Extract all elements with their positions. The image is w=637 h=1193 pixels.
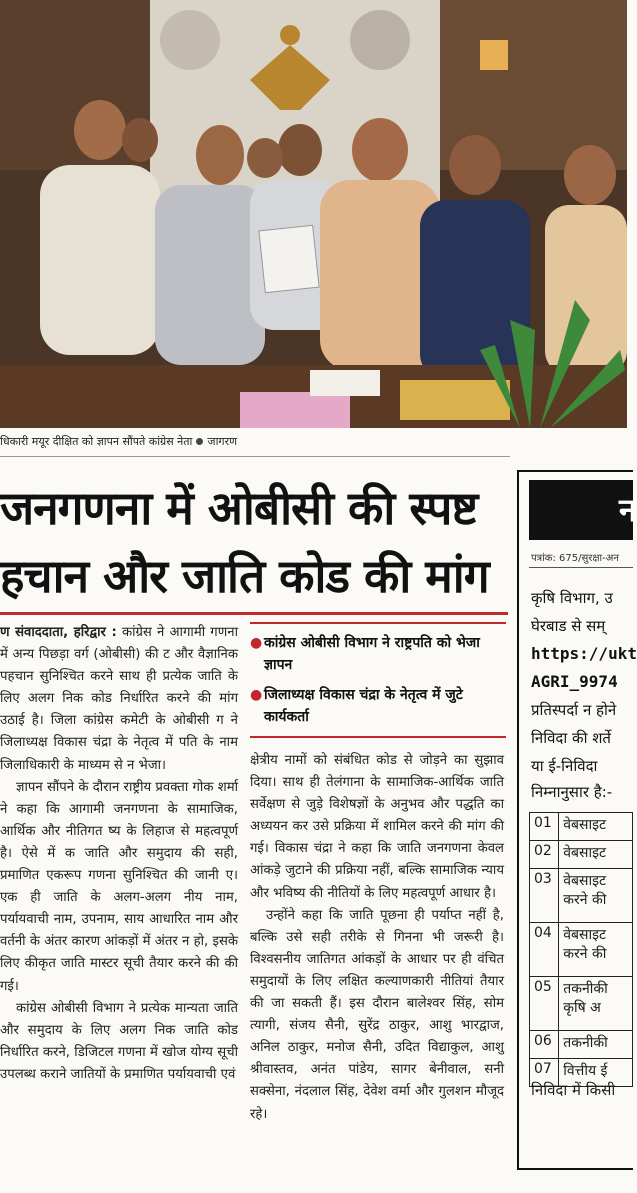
photo-caption xyxy=(0,432,470,452)
table-row xyxy=(530,923,633,977)
paragraph: ज्ञापन सौंपने के दौरान राष्ट्रीय प्रवक्ता गोक शर्मा ने कहा कि आगामी जनगणना के सामाजिक, आर्थिक और नीतिगत ष्य के लिहाज से महत्वपूर्ण है। ऐसे में क जाति और समुदाय की सही, प्रमाणित एकरूप गणना सुनिश्चित की जानी ए। एक ही जाति के अलग-अलग नीय नाम, पर्यायवाची नाम, उपनाम, साय आधारित नाम और वर्तनी के अंतर कारण आंकड़ों में अंतर न हो, इसके लिए कीकृत जाति मास्टर सूची तैयार करने की की गई। xyxy=(0,779,238,994)
tender-table xyxy=(529,812,633,1087)
table-cell: तकनीकी xyxy=(559,1031,633,1059)
highlight-text: जिलाध्यक्ष विकास चंद्रा के नेतृत्व में जुटे कार्यकर्ता xyxy=(264,687,463,725)
headline-underline xyxy=(0,612,508,615)
table-cell: 03 xyxy=(530,869,559,923)
paragraph: क्षेत्रीय नामों को संबंधित कोड से जोड़ने का सुझाव दिया। साथ ही तेलंगाना के सामाजिक-आर्थिक जाति सर्वेक्षण से जुड़े विशेषज्ञों के अनुभव और पद्धति का अध्ययन कर उसे प्रक्रिया में शामिल करने की मांग की गई। विकास चंद्रा ने कहा कि जाति जनगणना केवल आंकड़े जुटाने की प्रक्रिया नहीं, बल्कि सामाजिक न्याय और भविष्य की नीतियों के लिए महत्वपूर्ण आधार है। xyxy=(250,753,504,901)
table-row xyxy=(530,841,633,869)
table-cell xyxy=(559,869,633,923)
news-photo xyxy=(0,0,627,428)
paragraph-text: कांग्रेस ने आगामी गणना में अन्य पिछड़ा वर्ग (ओबीसी) की ट और वैज्ञानिक पहचान सुनिश्चित करने साथ ही प्रत्येक जाति के लिए अलग निक कोड निर्धारित करने की मांग उठाई है। जिला कांग्रेस कमेटी के ओबीसी ग ने जिलाध्यक्ष विकास चंद्रा के नेतृत्व में पति के नाम जिलाधिकारी के माध्यम से न भेजा। xyxy=(0,625,239,773)
paragraph xyxy=(0,622,238,777)
caption-bullet-icon xyxy=(196,438,203,445)
tender-line: निविदा की शर्ते xyxy=(531,729,611,747)
highlight-item xyxy=(250,684,506,728)
cell-text: कृषि अ xyxy=(563,1000,601,1016)
tender-notice xyxy=(517,470,637,1170)
tender-footer: निविदा में किसी xyxy=(531,1081,616,1099)
cell-text: वेबसाइट xyxy=(563,927,607,943)
tender-header-band xyxy=(529,480,633,540)
tender-line: AGRI_9974 xyxy=(531,672,618,691)
table-cell: वित्तीय ई xyxy=(559,1059,633,1087)
cell-text: वेबसाइट xyxy=(563,873,607,889)
table-cell: वेबसाइट xyxy=(559,813,633,841)
tender-line: प्रतिस्पर्दा न होने xyxy=(531,701,617,719)
paragraph: उन्होंने कहा कि जाति पूछना ही पर्याप्त नहीं है, बल्कि उसे सही तरीके से गिनना भी जरूरी है। विश्वसनीय जातिगत आंकड़ों के आधार पर ही वंचित समुदायों के लिए लक्षित कल्याणकारी नीतियां तैयार की जा सकती हैं। इस दौरान बालेश्वर सिंह, सोम त्यागी, संजय सैनी, सुरेंद्र ठाकुर, आशु भारद्वाज, अनिल ठाकुर, मनोज सैनी, उदित विद्याकुल, आशु श्रीवास्तव, अनंत पांडेय, सागर बेनीवाल, सनी सक्सेना, नंदलाल सिंह, देवेश वर्मा और गुलशन मौजूद रहे। xyxy=(250,907,504,1122)
byline: ण संवाददाता, हरिद्वार : xyxy=(0,625,117,640)
cell-text: करने की xyxy=(563,946,607,962)
article-column-2 xyxy=(250,750,504,1126)
paragraph: कांग्रेस ओबीसी विभाग ने प्रत्येक मान्यता जाति और समुदाय के लिए अलग निक जाति कोड निर्धारित करने, डिजिटल गणना में खोज योग्य सूची उपलब्ध कराने जातियों के प्रमाणित पर्यायवाची एवं xyxy=(0,1000,238,1082)
tender-url: https://ukt xyxy=(531,644,637,663)
table-cell: वेबसाइट xyxy=(559,841,633,869)
tender-line: घेरबाड से सम् xyxy=(531,617,606,635)
table-row xyxy=(530,977,633,1031)
cell-text: करने की xyxy=(563,892,607,908)
table-cell: 07 xyxy=(530,1059,559,1087)
headline-line-2: हचान और जाति कोड की मांग xyxy=(0,549,489,603)
table-row xyxy=(530,1031,633,1059)
table-cell xyxy=(559,977,633,1031)
tender-line: निम्नानुसार है:- xyxy=(531,783,613,801)
bullet-icon: ● xyxy=(250,635,263,651)
table-cell xyxy=(559,923,633,977)
tender-line: कृषि विभाग, उ xyxy=(531,589,613,607)
highlight-rule xyxy=(250,736,506,738)
tender-header-text: न xyxy=(619,491,637,529)
bullet-icon: ● xyxy=(250,687,263,703)
table-cell: 01 xyxy=(530,813,559,841)
table-cell: 05 xyxy=(530,977,559,1031)
headline-line-1: जनगणना में ओबीसी की स्पष्ट xyxy=(0,481,478,535)
photo-illustration xyxy=(0,0,627,428)
cell-text: तकनीकी xyxy=(563,981,608,997)
highlight-rule xyxy=(250,622,506,624)
article-column-1 xyxy=(0,622,238,1086)
table-cell: 06 xyxy=(530,1031,559,1059)
tender-line: या ई-निविदा xyxy=(531,757,598,775)
highlight-text: कांग्रेस ओबीसी विभाग ने राष्ट्रपति को भेजा ज्ञापन xyxy=(264,635,480,673)
table-row xyxy=(530,813,633,841)
divider xyxy=(529,567,633,568)
table-cell: 04 xyxy=(530,923,559,977)
caption-text: धिकारी मयूर दीक्षित को ज्ञापन सौंपते कांग्रेस नेता xyxy=(0,435,193,448)
divider xyxy=(0,456,510,457)
photo-credit: जागरण xyxy=(207,435,238,448)
highlight-item xyxy=(250,632,506,676)
table-cell: 02 xyxy=(530,841,559,869)
table-row xyxy=(530,869,633,923)
tender-ref: पत्रांक: 675/सुरक्षा-अन xyxy=(531,553,619,564)
